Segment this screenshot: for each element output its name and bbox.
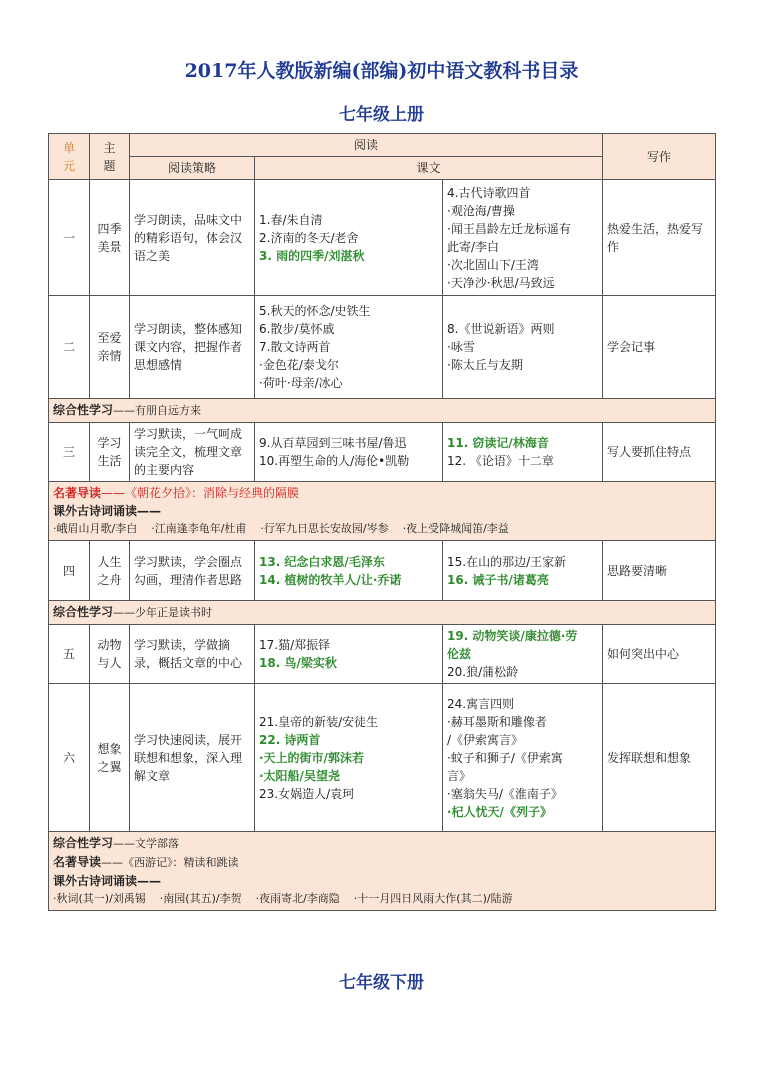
comprehensive-block-2: 综合性学习——文学部落 名著导读——《西游记》：精读和跳读 课外古诗词诵读—— ·秋词(其一)/刘禹锡 ·南园(其五)/李贺 ·夜雨寄北/李商隐 ·十一月四日风雨大作(其二)/陆游	[49, 832, 716, 911]
unit-texts-left	[255, 684, 443, 832]
unit-row	[49, 625, 716, 684]
unit-strategy: 学习朗读，整体感知课文内容，把握作者思想感情	[130, 296, 255, 399]
lesson-item: 17.猫/郑振铎	[259, 638, 331, 652]
lesson-item: 3. 雨的四季/刘湛秋	[259, 248, 365, 263]
unit-writing: 如何突出中心	[603, 625, 716, 684]
lesson-item: ·天上的街市/郭沫若	[259, 750, 364, 765]
poem-item: ·江南逢李龟年/杜甫	[151, 522, 247, 535]
header-writing: 写作	[603, 134, 716, 180]
lesson-item: 14. 植树的牧羊人/让·乔诺	[259, 572, 402, 587]
unit-theme: 学习 生活	[90, 423, 130, 482]
unit-texts-left	[255, 296, 443, 399]
lesson-item: ·咏雪	[447, 340, 475, 354]
lesson-item: ·次北固山下/王湾	[447, 257, 539, 272]
unit-number: 一	[49, 180, 90, 296]
lesson-item: 18. 鸟/梁实秋	[259, 656, 337, 670]
poem-item: ·行军九日思长安故园/岑参	[260, 522, 389, 535]
lesson-item: 13. 纪念白求恩/毛泽东	[259, 554, 385, 569]
lesson-item: ·太阳船/吴望尧	[259, 768, 340, 783]
lesson-item: ·金色花/泰戈尔	[259, 358, 339, 372]
unit-strategy: 学习快速阅读，展开联想和想象，深入理解文章	[130, 684, 255, 832]
poem-item: ·南园(其五)/李贺	[159, 892, 242, 905]
unit-texts-right	[443, 296, 603, 399]
unit-number: 五	[49, 625, 90, 684]
unit-writing: 热爱生活，热爱写作	[603, 180, 716, 296]
lesson-item: ·闻王昌龄左迁龙标遥有	[447, 221, 571, 236]
lesson-item: ·观沧海/曹操	[447, 203, 515, 218]
unit-number: 六	[49, 684, 90, 832]
unit-texts-left	[255, 625, 443, 684]
unit-writing: 写人要抓住特点	[603, 423, 716, 482]
unit-writing: 发挥联想和想象	[603, 684, 716, 832]
unit-texts-right	[443, 684, 603, 832]
unit-strategy: 学习朗读，品味文中的精彩语句，体会汉语之美	[130, 180, 255, 296]
lesson-item: 11. 窃读记/林海音	[447, 436, 549, 450]
lesson-item: ·赫耳墨斯和雕像者	[447, 714, 547, 729]
unit-texts-right	[443, 423, 603, 482]
header-texts: 课文	[255, 157, 603, 180]
lesson-item: ·天净沙·秋思/马致远	[447, 275, 555, 290]
unit-theme: 动物 与人	[90, 625, 130, 684]
lesson-item: 24.寓言四则	[447, 696, 515, 711]
unit-row	[49, 684, 716, 832]
reading-guide-block-1: 名著导读——《朝花夕拾》：消除与经典的隔膜 课外古诗词诵读—— ·峨眉山月歌/李白 ·江南逢李龟年/杜甫 ·行军九日思长安故园/岑参 ·夜上受降城闻笛/李益	[49, 482, 716, 541]
volume-title-upper: 七年级上册	[339, 105, 424, 125]
unit-strategy: 学习默读，学做摘录，概括文章的中心	[130, 625, 255, 684]
unit-writing: 学会记事	[603, 296, 716, 399]
poem-item: ·夜上受降城闻笛/李益	[402, 522, 509, 535]
header-reading: 阅读	[130, 134, 603, 157]
volume-title-lower: 七年级下册	[339, 973, 424, 993]
unit-texts-left	[255, 180, 443, 296]
unit-number: 四	[49, 541, 90, 601]
unit-theme: 至爱 亲情	[90, 296, 130, 399]
unit-number: 二	[49, 296, 90, 399]
unit-theme: 想象 之翼	[90, 684, 130, 832]
unit-strategy: 学习默读，一气呵成读完全文，梳理文章的主要内容	[130, 423, 255, 482]
lesson-item: 15.在山的那边/王家新	[447, 554, 567, 569]
poem-item: ·十一月四日风雨大作(其二)/陆游	[353, 892, 513, 905]
lesson-item: 10.再塑生命的人/海伦•凯勒	[259, 454, 410, 468]
lesson-item: ·塞翁失马/《淮南子》	[447, 786, 563, 801]
lesson-item: 21.皇帝的新装/安徒生	[259, 714, 379, 729]
poem-item: ·峨眉山月歌/李白	[53, 522, 138, 535]
lesson-item: 6.散步/莫怀戚	[259, 322, 335, 336]
lesson-item: 言》	[447, 768, 472, 783]
comprehensive-study-1: 综合性学习——有朋自远方来	[49, 399, 716, 423]
unit-writing: 思路要清晰	[603, 541, 716, 601]
document-title: 2017年人教版新编(部编)初中语文教科书目录	[184, 60, 579, 82]
lesson-item: 8.《世说新语》两则	[447, 322, 555, 336]
unit-row	[49, 296, 716, 399]
lesson-item: 4.古代诗歌四首	[447, 185, 531, 200]
unit-row	[49, 541, 716, 601]
lesson-item: 7.散文诗两首	[259, 340, 331, 354]
lesson-item: 23.女娲造人/袁珂	[259, 786, 355, 801]
lesson-item: /《伊索寓言》	[447, 732, 524, 747]
header-strategy: 阅读策略	[130, 157, 255, 180]
lesson-item: ·杞人忧天/《列子》	[447, 804, 552, 819]
unit-texts-left	[255, 541, 443, 601]
comprehensive-study-2: 综合性学习——少年正是读书时	[49, 601, 716, 625]
unit-texts-left	[255, 423, 443, 482]
unit-texts-right	[443, 180, 603, 296]
header-theme: 主 题	[90, 134, 130, 180]
unit-texts-right	[443, 625, 603, 684]
lesson-item: 16. 诫子书/诸葛亮	[447, 572, 549, 587]
unit-row	[49, 180, 716, 296]
lesson-item: 1.春/朱自清	[259, 212, 323, 227]
lesson-item: 12. 《论语》十二章	[447, 454, 554, 468]
lesson-item: 伦兹	[447, 647, 472, 661]
lesson-item: 19. 动物笑谈/康拉德·劳	[447, 629, 578, 643]
lesson-item: ·荷叶·母亲/冰心	[259, 376, 343, 390]
lesson-item: 此寄/李白	[447, 239, 500, 254]
unit-row	[49, 423, 716, 482]
unit-texts-right	[443, 541, 603, 601]
poem-item: ·夜雨寄北/李商隐	[255, 892, 340, 905]
lesson-item: 9.从百草园到三味书屋/鲁迅	[259, 436, 407, 450]
lesson-item: 5.秋天的怀念/史铁生	[259, 304, 371, 318]
unit-theme: 四季 美景	[90, 180, 130, 296]
lesson-item: ·蚊子和狮子/《伊索寓	[447, 750, 563, 765]
lesson-item: ·陈太丘与友期	[447, 358, 523, 372]
poem-item: ·秋词(其一)/刘禹锡	[53, 892, 146, 905]
unit-theme: 人生 之舟	[90, 541, 130, 601]
header-unit: 单 元	[49, 134, 90, 180]
lesson-item: 20.狼/蒲松龄	[447, 665, 519, 679]
toc-table	[48, 133, 716, 911]
unit-strategy: 学习默读，学会圈点勾画，理清作者思路	[130, 541, 255, 601]
lesson-item: 2.济南的冬天/老舍	[259, 230, 359, 245]
unit-number: 三	[49, 423, 90, 482]
lesson-item: 22. 诗两首	[259, 732, 321, 747]
